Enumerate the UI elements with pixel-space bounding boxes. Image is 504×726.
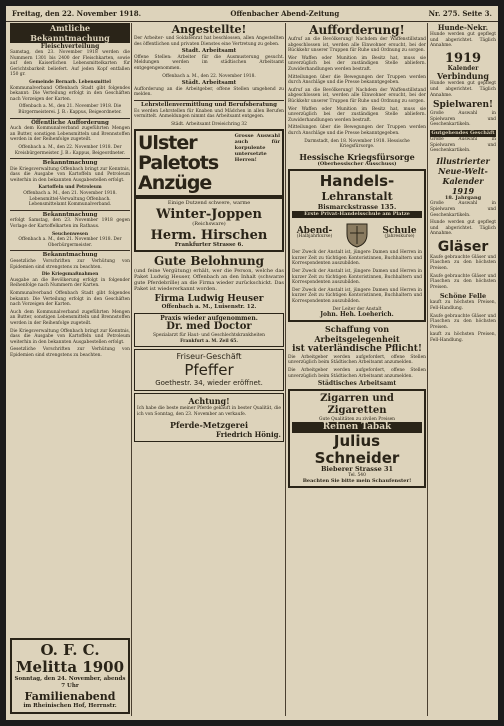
crest-icon	[342, 220, 372, 248]
paragraph: Die Kriegsverwaltung Offenbach bringt zur Kenntnis, dass die Ausgabe von Kartoffeln und Petroleum weiterhin in den bekannten Ausgabestellen erfolgt.	[10, 166, 130, 183]
lehranstalt-title: Lehranstalt	[321, 190, 393, 204]
illustrierter-2: Neue-Welt-	[438, 165, 488, 176]
paragraph: Wer Waffen oder Munition im Besitz hat, muss sie unverzüglich bei der zuständigen Stelle abliefern. Zuwiderhandlungen werden bestraft.	[288, 55, 426, 72]
paragraph: Der Arbeiter- und Soldatenrat hat beschlossen, allen Angestellten des öffentlichen und privaten Dienstes eine Vertretung zu geben.	[134, 36, 284, 47]
ofc-melitta-ad	[10, 638, 130, 714]
friseur-title: Friseur-Geschäft	[176, 352, 242, 362]
paletots-line: Paletots	[138, 152, 219, 175]
schule-label: Schule	[382, 225, 417, 236]
paragraph: Auch dem Kommunalverband zugeführten Mengen an Butter, sonstigen Lebensmitteln und Brennstoffen werden in der Reihenfolge zugeteilt.	[10, 126, 130, 143]
divider	[10, 118, 130, 119]
paragraph: Kaufe gebrauchte Gläser und Flaschen zu den höchsten Preisen.	[430, 254, 496, 272]
belohnung-heading: Gute Belohnung	[154, 254, 264, 269]
hirschen-name: Herm. Hirschen	[150, 227, 268, 243]
handels-text: Der Zweck der Anstalt ist, jüngere Damen und Herren in kurzer Zeit zu tüchtigen Kontoristinnen, Buchhaltern und Korrespondenten auszubilden.	[292, 287, 422, 305]
aufforderung-heading: Aufforderung!	[309, 23, 405, 37]
abend-block	[292, 225, 337, 240]
handels-text: Der Zweck der Anstalt ist, jüngere Damen und Herren in kurzer Zeit zu tüchtigen Kontoristinnen, Buchhaltern und Korrespondenten auszubilden.	[292, 250, 422, 267]
paragraph: Ausgabe an die Bevölkerung erfolgt in folgender Reihenfolge nach Nummern der Karten.	[10, 277, 130, 289]
ofc-date: Sonntag, den 24. November, abends 7 Uhr	[14, 676, 126, 689]
zigarren-sub: Gute Qualitäten zu zivilen Preisen	[318, 416, 395, 422]
header-page: Nr. 275. Seite 3.	[428, 9, 492, 18]
section-heading: Stadt. Arbeitsamt	[181, 48, 237, 55]
angestellte-heading: Angestellte!	[171, 23, 247, 36]
signature: Offenbach a. M., den 22. November 1918. Der Kreisbürgermeister. J. B.: Kappus, Beigeordneter.	[14, 144, 126, 156]
handels-ad	[288, 169, 426, 322]
kalender-label: Kalender	[447, 64, 479, 72]
ofc-title: O. F. C. Melitta 1900	[15, 641, 125, 676]
ofc-event: Familienabend	[24, 690, 116, 703]
joppen-sub: (Reichsware)	[192, 220, 226, 227]
hunde-heading: Hunde-Nekr.	[437, 23, 489, 32]
header-title: Offenbacher Abend-Zeitung	[230, 9, 340, 18]
glaeser-heading: Gläser	[437, 238, 489, 255]
zigarren-title: Zigarren und Zigaretten	[320, 392, 394, 416]
schule-sub: (Jahreskurse)	[384, 234, 415, 240]
section-heading: Seuchenwesen	[51, 231, 89, 237]
hirschen-address: Frankfurter Strasse 6.	[174, 241, 244, 248]
schule-block	[377, 225, 422, 240]
doctor-sub: Spezialarzt für Haut- und Geschlechtskrankheiten	[153, 333, 265, 339]
header-date: Freitag, den 22. November 1918.	[12, 9, 142, 18]
abend-sub: (Halbjahrkurse)	[296, 234, 333, 240]
anzuege-line: Anzüge	[138, 172, 212, 195]
lehrer-name: John. Heh. Loeherich.	[320, 311, 394, 319]
schneider-phone: Tel. 540	[348, 472, 366, 478]
paragraph: Aufruf an die Bevölkerung! Nachdem der Waffenstillstand abgeschlossen ist, werden alle Einwohner ersucht, bei der Rückkehr unserer Truppen für Ruhe und Ordnung zu sorgen.	[288, 37, 426, 54]
paragraph: Kommunalverband Offenbach Stadt gibt folgendes bekannt: Die Verteilung erfolgt in den Geschäften nach Vorzeigen der Karten.	[10, 85, 130, 102]
signature: Offenbach a. M., den 22. November 1918.	[162, 73, 256, 79]
doctor-name: Dr. med Doctor	[166, 321, 252, 333]
paragraph: Die Kriegsverwaltung Offenbach bringt zur Kenntnis, dass die Ausgabe von Kartoffeln und Petroleum weiterhin in den bekannten Ausgabestellen erfolgt.	[10, 328, 130, 345]
institut-banner: Erste Privat-Handelsschule am Platze	[292, 211, 422, 218]
paragraph: Große Auswahl in Spielwaren und Geschenkartikeln.	[430, 111, 496, 128]
illustrierter-3: Kalender 1919	[442, 175, 484, 196]
ulster-line: Ulster	[138, 132, 197, 155]
achtung-text: Ich habe die beste meiner Pferde gekauft in bester Qualität, die ich von Sonntag, den 23. November an verkaufe.	[137, 406, 281, 418]
handels-title: Handels-	[319, 172, 395, 191]
hoenig-name: Friedrich Hönig.	[215, 429, 281, 439]
joppen-pre: Einige Dutzend schwere, warme	[167, 200, 251, 207]
paragraph: Hunde werden gut gepflegt und abgerichtet. Täglich Annahme.	[430, 220, 496, 237]
ulster-ad	[134, 129, 284, 197]
ofc-place: im Rheinischen Hof, Herrnstr.	[23, 703, 117, 709]
handels-text: Der Zweck der Anstalt ist, jüngere Damen und Herren in kurzer Zeit zu tüchtigen Kontoristinnen, Buchhaltern und Korrespondenten auszubilden.	[292, 269, 422, 286]
kaufe-heading: Schöne Felle	[439, 292, 487, 301]
werbung-heading: Verbindung	[436, 71, 490, 82]
bismarck-address: Bismarckstrasse 135.	[317, 203, 397, 212]
abend-schule-row	[292, 220, 422, 248]
section-heading: Bekanntmachung	[42, 160, 98, 167]
metzgerei-ad	[134, 393, 284, 441]
section-heading: Bekanntmachung	[42, 252, 98, 259]
paragraph: Mitteilungen über die Bewegungen der Truppen werden durch Anschläge und die Presse bekanntgegeben.	[288, 125, 426, 136]
paragraph: erfolgt Samstag, den 23. November 1918 gegen Vorlage der Kartoffelkarten im Rathaus.	[10, 218, 130, 230]
column-rule	[427, 23, 428, 716]
divider	[134, 100, 284, 101]
achtung-heading: Achtung!	[188, 396, 230, 407]
section-heading: Kartoffeln und Petroleum	[38, 185, 102, 191]
joppen-ad	[134, 197, 284, 252]
paragraph: Kaufe gebrauchte Gläser und Flaschen zu den höchsten Preisen.	[430, 313, 496, 330]
section-heading: Gemeinde Bernarb. Lebensmittel	[29, 79, 111, 85]
metzgerei-title: Pferde-Metzgerei	[170, 419, 248, 430]
schneider-name: Julius Schneider	[314, 432, 400, 468]
year-big: 1919	[444, 50, 482, 66]
paragraph: Große Auswahl in Spielwaren und Geschenkartikeln.	[430, 136, 496, 154]
column-rule	[285, 23, 286, 716]
doctor-ad	[134, 313, 284, 348]
section-heading: Bekanntmachung	[42, 211, 98, 218]
tabak-banner: Reinen Tabak	[292, 422, 422, 433]
schneider-note: Beachten Sie bitte mein Schaufenster!	[302, 477, 412, 484]
praxis-text: Praxis wieder aufgenommen.	[160, 314, 258, 322]
paragraph: Mitteilungen über die Bewegungen der Truppen werden durch Anschläge und die Presse bekanntgegeben.	[288, 74, 426, 86]
paragraph: Aufruf an die Bevölkerung! Nachdem der Waffenstillstand abgeschlossen ist, werden alle Einwohner ersucht, bei der Rückkehr unserer Truppen für Ruhe und Ordnung zu sorgen.	[288, 87, 426, 104]
jahrgang: 18. Jahrgang	[444, 194, 482, 201]
paragraph: Hunde werden gut gepflegt und abgerichtet. Täglich Annahme.	[430, 81, 496, 98]
abend-label: Abend-	[296, 225, 333, 236]
paragraph: Hunde werden gut gepflegt und abgerichtet. Täglich Annahme.	[430, 32, 496, 49]
divider	[10, 158, 130, 159]
friseur-ad	[134, 349, 284, 391]
amtliche-heading: Amtliche Bekanntmachung	[10, 23, 130, 43]
paragraph: Kaufe gebrauchte Gläser und Flaschen zu den höchsten Preisen.	[430, 273, 496, 290]
heuser-address: Offenbach a. M., Luisenstr. 12.	[161, 304, 257, 311]
section-heading: Lehrstellenvermittlung und Berufsberatung	[141, 101, 277, 108]
column-rule	[131, 23, 132, 716]
belohnung-text: (und feine Vergütung) erhält, wer die Person, welche das Paket Ludwig Heuser, Offenbach an den Inhalt (schwarze gute Pferdebrille) an die Firma wieder zurückschickt. Das Paket ist wiedererkannt worden.	[134, 268, 284, 293]
paragraph: Kommunalverband Offenbach Stadt gibt folgendes bekannt: Die Verteilung erfolgt in den Geschäften nach Vorzeigen der Karten.	[10, 290, 130, 308]
signature: Darmstadt, den 18. November 1918. Hessische Kriegsfürsorge.	[304, 138, 410, 150]
column-2	[134, 23, 284, 716]
schaffung-subheading: ist vaterländische Pflicht!	[292, 343, 422, 354]
schneider-ad	[288, 389, 426, 488]
schaffung-text: Die Arbeitgeber werden aufgefordert, offene Stellen unverzüglich beim Städtischen Arbeitsamt anzumelden.	[288, 354, 426, 366]
section-heading: Fleischverteilung	[40, 43, 100, 50]
doctor-address: Frankfurt a. M. Zeil 65.	[180, 338, 238, 344]
paragraph: Auch dem Kommunalverband zugeführten Mengen an Butter, sonstigen Lebensmitteln und Brennstoffen werden in der Reihenfolge zugeteilt.	[10, 309, 130, 326]
schaffung-text: Die Arbeitgeber werden aufgefordert, offene Stellen unverzüglich beim Städtischen Arbeitsamt anzumelden.	[288, 368, 426, 379]
column-1	[10, 23, 130, 716]
signature: Offenbach a. M., den 21. November 1918. Lebensmittel-Verwaltung Offenbach. Lebensmittelamt Kommunalverband.	[23, 191, 117, 208]
paragraph: Aufforderung an die Arbeitgeber, offene Stellen umgehend zu melden.	[134, 86, 284, 98]
schneider-address: Bieberer Strasse 31	[320, 465, 394, 474]
paragraph: Gesetzliche Vorschriften zur Verhütung von Epidemien sind strengstens zu beachten.	[10, 259, 130, 270]
paragraph: Offene Stellen: Arbeiter für die Ausmusterung gesucht. Meldungen werden im städtischen Arbeitsamt entgegengenommen.	[134, 54, 284, 71]
pfeffer-name: Pfeffer	[184, 361, 234, 380]
heuser-name: Firma Ludwig Heuser	[154, 294, 264, 305]
lehrer-label: Der Leiter der Anstalt	[332, 306, 382, 312]
paragraph: Große Auswahl in Spielwaren und Geschenkartikeln.	[430, 201, 496, 218]
column-4	[430, 23, 496, 716]
schaffung-heading: Schaffung von Arbeitsgelegenheit	[314, 323, 400, 344]
hessische-sub: (Oberhessischer Ausschuss)	[317, 160, 397, 167]
ulster-headline	[138, 133, 233, 193]
page-header	[6, 6, 498, 22]
bar-banner: Gutgehendes Geschäft	[431, 129, 495, 136]
divider	[10, 250, 130, 251]
divider	[10, 210, 130, 211]
illustrierter-1: Illustrierter	[436, 155, 490, 166]
pfeffer-address: Goethestr. 34, wieder eröffnet.	[155, 379, 263, 388]
paragraph: Samstag, den 23. November 1918 werden die Nummern 1301 bis 2400 der Fleischkarten, sowie auf den Kaiserlichen Lebensmittelkarten für Gerichtsbarkeit beliefert. Auf jeden Kopf entfallen 150 gr.	[10, 50, 130, 78]
paragraph: Gesetzliche Vorschriften zur Verhütung von Epidemien sind strengstens zu beachten.	[10, 347, 130, 358]
spielwaren-heading: Spielwaren!	[433, 100, 493, 111]
paragraph: kauft zu höchsten Preisen, Fell-Handlung.	[430, 300, 496, 312]
paragraph: kauft zu höchsten Preisen, Fell-Handlung.	[430, 332, 496, 343]
ulster-side-text: Grosse Auswahl auch für korpulente untersetzte Herren!	[234, 133, 280, 164]
joppen-title: Winter-Joppen	[155, 206, 262, 222]
section-heading: Städt. Arbeitsamt	[181, 80, 237, 87]
section-heading: Die Kriegsmaßnahmen	[41, 272, 99, 278]
paragraph: Wer Waffen oder Munition im Besitz hat, muss sie unverzüglich bei der zuständigen Stelle abliefern. Zuwiderhandlungen werden bestraft.	[288, 106, 426, 123]
paragraph: Es werden Lehrstellen für Knaben und Mädchen in allen Berufen vermittelt. Anmeldungen nimmt das Arbeitsamt entgegen.	[134, 108, 284, 120]
signature: Offenbach a. M., den 21. November 1918. Die Bürgermeisterei. J. B.: Kappus, Beigeordneter.	[18, 104, 122, 115]
signature: Städt. Arbeitsamt Dreieichring 32	[171, 121, 247, 127]
section-heading: Öffentliche Aufforderung	[31, 119, 109, 126]
newspaper-page	[6, 6, 498, 720]
hessische-heading: Hessische Kriegsfürsorge	[299, 151, 415, 162]
arbeitsamt-name: Städtisches Arbeitsamt	[317, 380, 397, 388]
signature: Offenbach a. M., den 21. November 1918. Der Oberbürgermeister.	[18, 237, 122, 248]
column-3	[288, 23, 426, 716]
